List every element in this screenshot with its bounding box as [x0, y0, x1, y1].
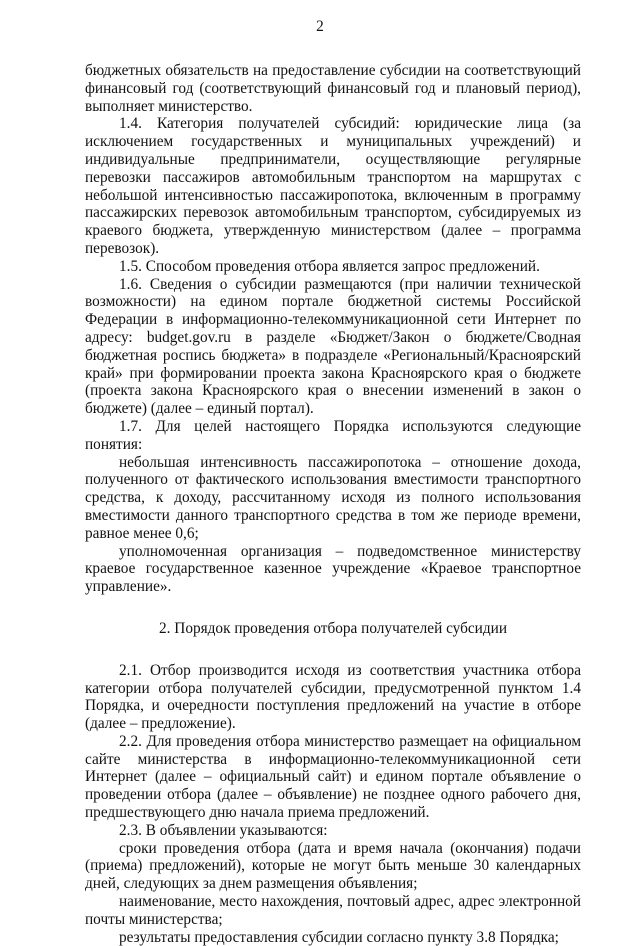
- paragraph-1-4: 1.4. Категория получателей субсидий: юридические лица (за исключением государственных и муниципальных учреждений) и индивидуальные предприниматели, осуществляющие регулярные перевозки пассажиров автомобильным транспортом на маршрутах с небольшой интенсивностью пассажиропотока, включенным в программу пассажирских перевозок автомобильным транспортом, субсидируемых из краевого бюджета, утвержденную министерством (далее – программа перевозок).: [85, 115, 581, 257]
- section-2-body: [85, 662, 581, 946]
- paragraph-1-6: 1.6. Сведения о субсидии размещаются (при наличии технической возможности) на едином портале бюджетной системы Российской Федерации в информационно-телекоммуникационной сети Интернет по адресу: budget.gov.ru в разделе «Бюджет/Закон о бюджете/Сводная бюджетная роспись бюджета» в подразделе «Региональный/Красноярский край» при формировании проекта закона Красноярского края о бюджете (проекта закона Красноярского края о внесении изменений в закон о бюджете) (далее – единый портал).: [85, 275, 581, 418]
- paragraph-1-5: 1.5. Способом проведения отбора является запрос предложений.: [119, 257, 540, 275]
- document-body: [85, 62, 581, 946]
- paragraph-2-2: 2.2. Для проведения отбора министерство размещает на официальном сайте министерства в информационно-телекоммуникационной сети Интернет (далее – официальный сайт) и едином портале объявление о проведении отбора (далее – объявление) не позднее одного рабочего дня, предшествующего дню начала приема предложений.: [85, 732, 581, 822]
- paragraph-1-7: 1.7. Для целей настоящего Порядка используются следующие понятия:: [85, 417, 581, 453]
- list-item: результаты предоставления субсидии согласно пункту 3.8 Порядка;: [119, 928, 559, 946]
- section-1-continuation: [85, 62, 581, 596]
- list-item: наименование, место нахождения, почтовый адрес, адрес электронной почты министерства;: [85, 893, 581, 928]
- paragraph-2-3: 2.3. В объявлении указываются:: [119, 821, 328, 839]
- definition-low-intensity: небольшая интенсивность пассажиропотока – отношение дохода, полученного от фактического использования вместимости транспортного средства, к доходу, рассчитанному исходя из полного использования вместимости данного транспортного средства в том же периоде времени, равное менее 0,6;: [85, 453, 581, 542]
- definition-authorized-org: уполномоченная организация – подведомственное министерству краевое государственное казенное учреждение «Краевое транспортное управление».: [85, 542, 581, 596]
- paragraph-2-1: 2.1. Отбор производится исходя из соответствия участника отбора категории отбора получателей субсидии, предусмотренной пунктом 1.4 Порядка, и очередности поступления предложений на участие в отборе (далее – предложение).: [85, 661, 581, 733]
- list-item: сроки проведения отбора (дата и время начала (окончания) подачи (приема) предложений), которые не могут быть меньше 30 календарных дней, следующих за днем размещения объявления;: [85, 839, 581, 893]
- page-number: 2: [316, 18, 324, 35]
- section-heading: 2. Порядок проведения отбора получателей субсидии: [158, 619, 508, 637]
- paragraph: бюджетных обязательств на предоставление субсидии на соответствующий финансовый год (соответствующий финансовый год и плановый период), выполняет министерство.: [85, 62, 581, 115]
